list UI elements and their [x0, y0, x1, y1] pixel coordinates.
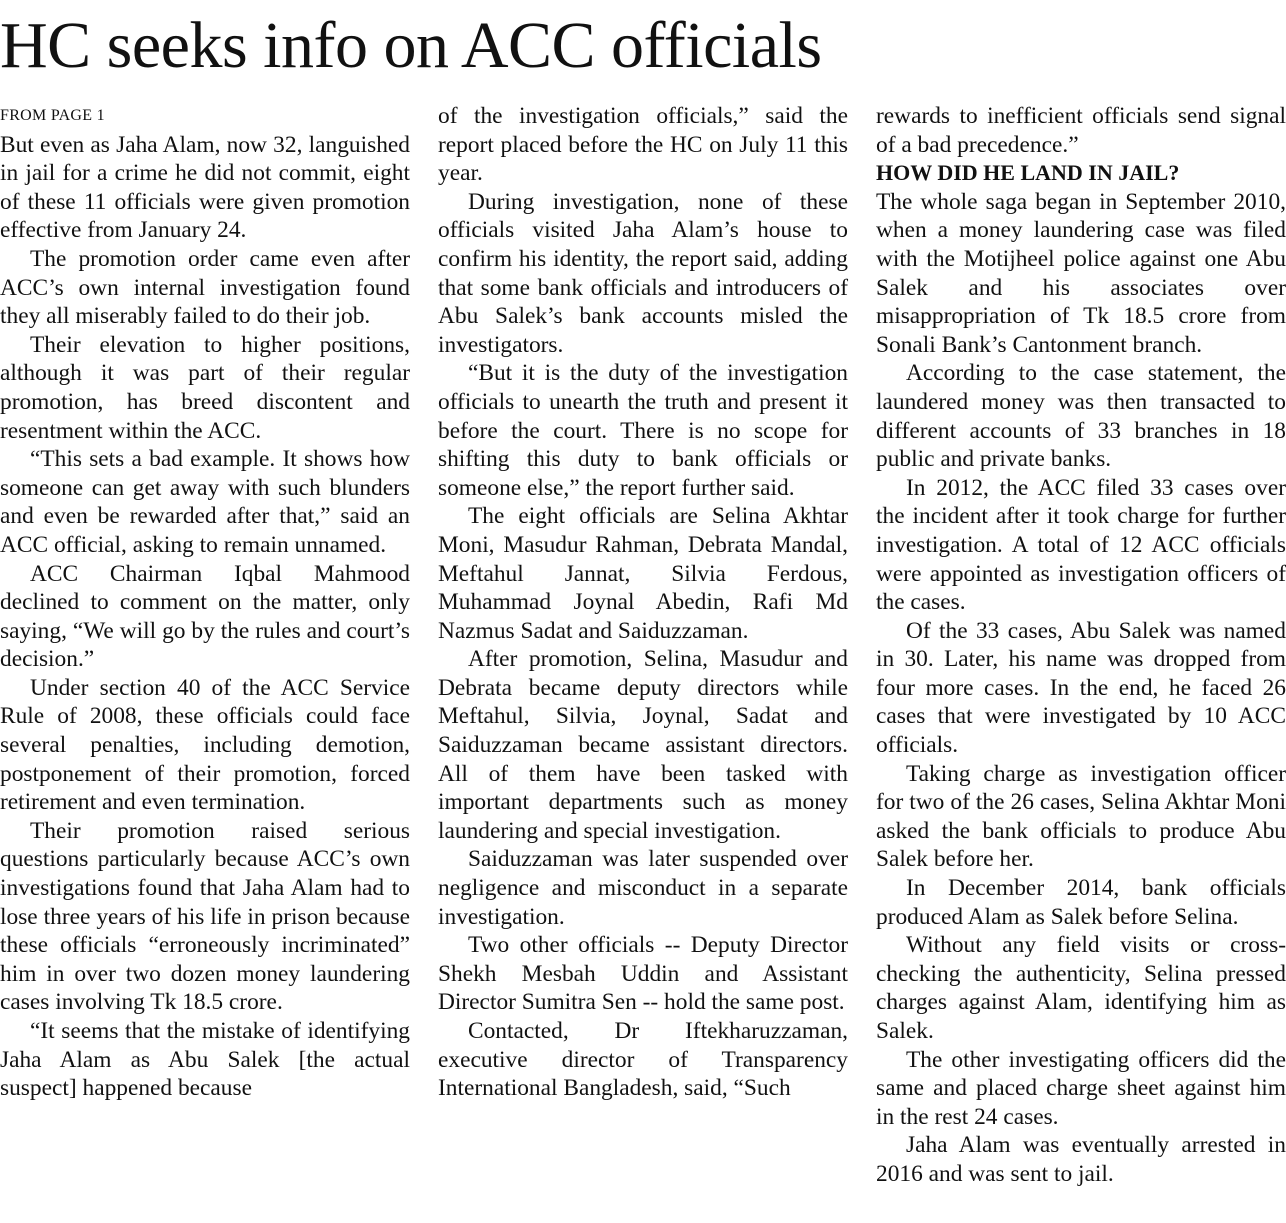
headline: HC seeks info on ACC officials: [0, 9, 822, 82]
paragraph: The whole saga began in September 2010, when a money laundering case was filed with the Motijheel police against one Abu Salek and his associates over misappropriation of Tk 18.5 crore from Sonali Bank’s Cantonment branch.: [876, 188, 1286, 358]
paragraph: Saiduzzaman was later suspended over negligence and misconduct in a separate investigation.: [438, 846, 848, 930]
paragraph: “It seems that the mistake of identifying Jaha Alam as Abu Salek [the actual suspect] happened because: [0, 1018, 410, 1102]
article-column-3: [876, 102, 1286, 1189]
paragraph: The other investigating officers did the same and placed charge sheet against him in the rest 24 cases.: [876, 1046, 1286, 1130]
paragraph: Contacted, Dr Iftekharuzzaman, executive director of Transparency International Bangladesh, said, “Such: [438, 1018, 848, 1102]
paragraph: The eight officials are Selina Akhtar Moni, Masudur Rahman, Debrata Mandal, Meftahul Jannat, Silvia Ferdous, Muhammad Joynal Abedin, Rafi Md Nazmus Sadat and Saiduzzaman.: [438, 503, 848, 644]
paragraph: rewards to inefficient officials send signal of a bad precedence.”: [876, 103, 1286, 158]
paragraph: In 2012, the ACC filed 33 cases over the incident after it took charge for further investigation. A total of 12 ACC officials were appointed as investigation officers of the cases.: [876, 474, 1286, 616]
paragraph: Under section 40 of the ACC Service Rule of 2008, these officials could face several penalties, including demotion, postponement of their promotion, forced retirement and even termination.: [0, 674, 410, 816]
paragraph: Their promotion raised serious questions particularly because ACC’s own investigations found that Jaha Alam had to lose three years of his life in prison because these officials “erroneously incriminated” him in over two dozen money laundering cases involving Tk 18.5 crore.: [0, 817, 410, 1016]
continuation-kicker: FROM PAGE 1: [0, 107, 105, 124]
paragraph: Their elevation to higher positions, although it was part of their regular promotion, has breed discontent and resentment within the ACC.: [0, 331, 410, 444]
paragraph: After promotion, Selina, Masudur and Debrata became deputy directors while Meftahul, Silvia, Joynal, Sadat and Saiduzzaman became assistant directors. All of them have been tasked with important departments such as money laundering and special investigation.: [438, 646, 848, 844]
paragraph: “But it is the duty of the investigation officials to unearth the truth and present it before the court. There is no scope for shifting this duty to bank officials or someone else,” the report further said.: [438, 360, 848, 501]
paragraph: of the investigation officials,” said the report placed before the HC on July 11 this year.: [438, 103, 848, 187]
paragraph: According to the case statement, the laundered money was then transacted to different accounts of 33 branches in 18 public and private banks.: [876, 360, 1286, 473]
section-subhead: HOW DID HE LAND IN JAIL?: [876, 160, 1180, 186]
paragraph: Jaha Alam was eventually arrested in 2016 and was sent to jail.: [876, 1132, 1286, 1187]
paragraph: Of the 33 cases, Abu Salek was named in 30. Later, his name was dropped from four more cases. In the end, he faced 26 cases that were investigated by 10 ACC officials.: [876, 617, 1286, 759]
article-column-2: [438, 102, 848, 1103]
paragraph: In December 2014, bank officials produced Alam as Salek before Selina.: [876, 875, 1286, 930]
article-column-1: [0, 102, 410, 1103]
paragraph: Taking charge as investigation officer for two of the 26 cases, Selina Akhtar Moni asked the bank officials to produce Abu Salek before her.: [876, 760, 1286, 873]
paragraph: “This sets a bad example. It shows how someone can get away with such blunders and even be rewarded after that,” said an ACC official, asking to remain unnamed.: [0, 446, 410, 558]
paragraph: But even as Jaha Alam, now 32, languished in jail for a crime he did not commit, eight of these 11 officials were given promotion effective from January 24.: [0, 131, 410, 244]
paragraph: Without any field visits or cross-checking the authenticity, Selina pressed charges against Alam, identifying him as Salek.: [876, 932, 1286, 1044]
paragraph: The promotion order came even after ACC’s own internal investigation found they all miserably failed to do their job.: [0, 245, 410, 330]
paragraph: Two other officials -- Deputy Director Shekh Mesbah Uddin and Assistant Director Sumitra Sen -- hold the same post.: [438, 932, 848, 1016]
paragraph: During investigation, none of these officials visited Jaha Alam’s house to confirm his identity, the report said, adding that some bank officials and introducers of Abu Salek’s bank accounts misled the investigators.: [438, 188, 848, 358]
paragraph: ACC Chairman Iqbal Mahmood declined to comment on the matter, only saying, “We will go by the rules and court’s decision.”: [0, 560, 410, 673]
